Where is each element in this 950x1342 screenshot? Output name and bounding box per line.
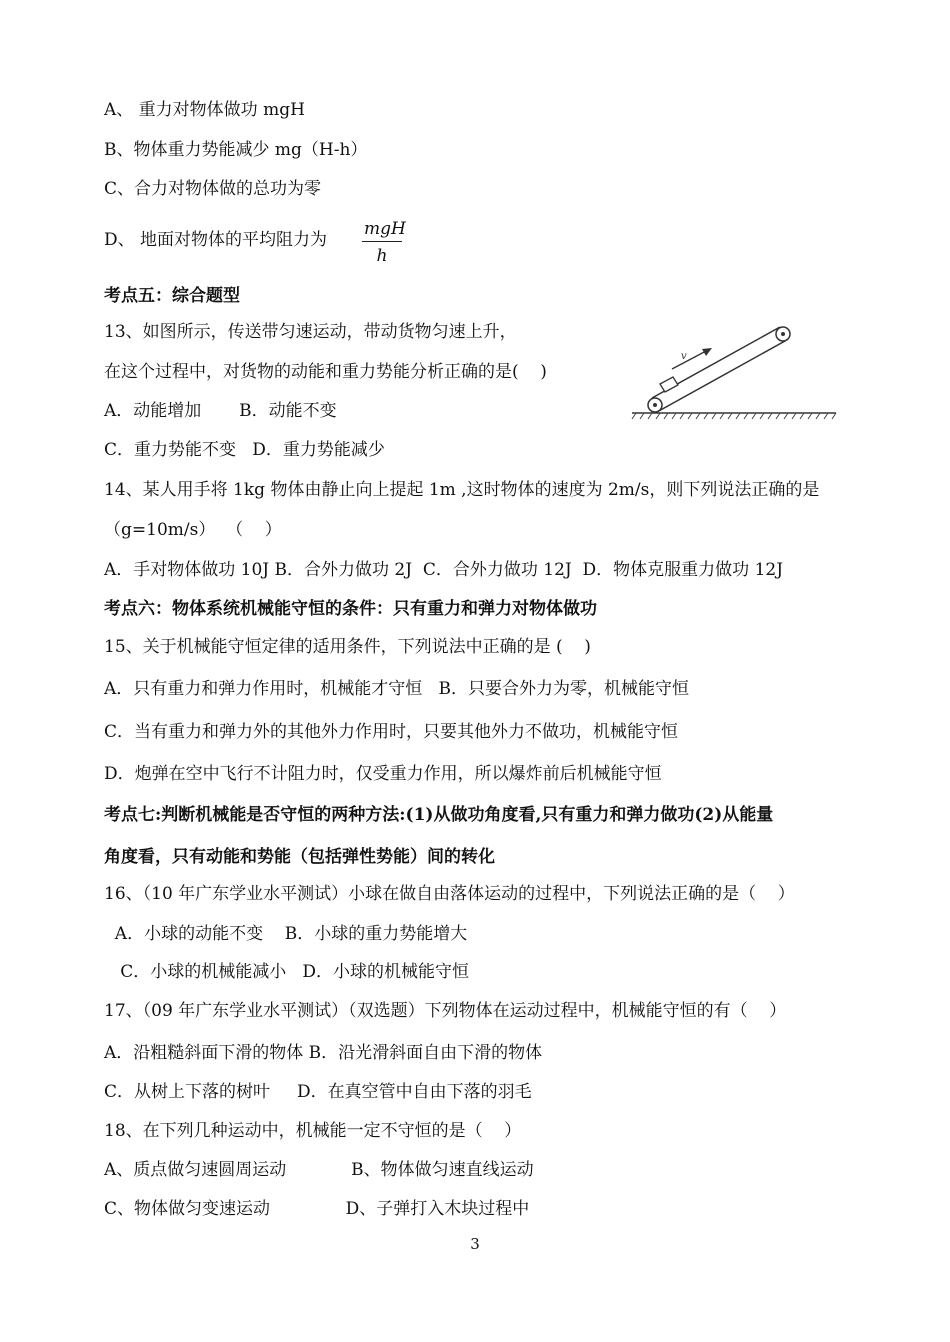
question-16-stem: 16、（10 年广东学业水平测试）小球在做自由落体运动的过程中，下列说法正确的是（ ）	[104, 884, 795, 904]
section-heading-5: 考点五：综合题型	[104, 286, 240, 306]
question-15-options-ab: A．只有重力和弹力作用时，机械能才守恒 B．只要合外力为零，机械能守恒	[104, 679, 689, 699]
page-number: 3	[470, 1235, 480, 1253]
ground-hatching	[632, 413, 836, 419]
option-d-12: D、 地面对物体的平均阻力为	[104, 230, 328, 250]
conveyor-belt-figure	[628, 322, 838, 422]
velocity-label: v	[681, 351, 687, 362]
question-18-stem: 18、在下列几种运动中，机械能一定不守恒的是（ ）	[104, 1121, 522, 1141]
question-17-options-cd: C．从树上下落的树叶 D．在真空管中自由下落的羽毛	[104, 1082, 532, 1102]
fraction-denominator: h	[376, 246, 388, 266]
cargo-box	[660, 377, 678, 392]
question-13-stem: 13、如图所示，传送带匀速运动，带动货物匀速上升，	[104, 322, 517, 342]
question-15-stem: 15、关于机械能守恒定律的适用条件，下列说法中正确的是 ( )	[104, 637, 591, 657]
option-c-12: C、合力对物体做的总功为零	[104, 179, 322, 199]
upper-pulley-axle	[781, 332, 785, 336]
question-17-stem: 17、（09 年广东学业水平测试）（双选题）下列物体在运动过程中，机械能守恒的有（ ）	[104, 1001, 787, 1021]
question-13-options-ab: A．动能增加 B．动能不变	[104, 401, 337, 421]
question-16-options-cd: C．小球的机械能减小 D．小球的机械能守恒	[104, 962, 470, 982]
section-heading-7-cont: 角度看，只有动能和势能（包括弹性势能）间的转化	[104, 847, 495, 867]
section-heading-6: 考点六：物体系统机械能守恒的条件：只有重力和弹力对物体做功	[104, 599, 597, 619]
belt-bottom	[657, 341, 785, 412]
question-17-options-ab: A．沿粗糙斜面下滑的物体 B．沿光滑斜面自由下滑的物体	[104, 1043, 543, 1063]
fraction-mgh-over-h	[362, 218, 406, 267]
velocity-arrow	[672, 350, 708, 369]
question-15-option-d: D．炮弹在空中飞行不计阻力时，仅受重力作用，所以爆炸前后机械能守恒	[104, 764, 662, 784]
question-16-options-ab: A．小球的动能不变 B．小球的重力势能增大	[104, 924, 468, 944]
question-14-stem: 14、某人用手将 1kg 物体由静止向上提起 1m ,这时物体的速度为 2m/s，则下列说法正确的是	[104, 480, 820, 500]
lower-pulley-axle	[653, 403, 657, 407]
option-b-12: B、物体重力势能减少 mg（H-h）	[104, 140, 368, 160]
option-a-12: A、 重力对物体做功 mgH	[104, 100, 305, 120]
question-13-options-cd: C．重力势能不变 D．重力势能减少	[104, 440, 385, 460]
question-13-stem-cont: 在这个过程中，对货物的动能和重力势能分析正确的是( )	[104, 362, 547, 382]
section-heading-7: 考点七:判断机械能是否守恒的两种方法:(1)从做功角度看,只有重力和弹力做功(2)从能量	[104, 805, 774, 825]
question-14-stem-cont: （g=10m/s） （ ）	[104, 520, 282, 540]
question-18-options-ab: A、质点做匀速圆周运动 B、物体做匀速直线运动	[104, 1160, 534, 1180]
question-15-option-c: C．当有重力和弹力外的其他外力作用时，只要其他外力不做功，机械能守恒	[104, 722, 679, 742]
question-18-options-cd: C、物体做匀变速运动 D、子弹打入木块过程中	[104, 1199, 530, 1219]
question-14-options: A．手对物体做功 10J B．合外力做功 2J C．合外力做功 12J D．物体克服重力做功 12J	[104, 560, 784, 580]
fraction-numerator: mgH	[362, 218, 402, 242]
